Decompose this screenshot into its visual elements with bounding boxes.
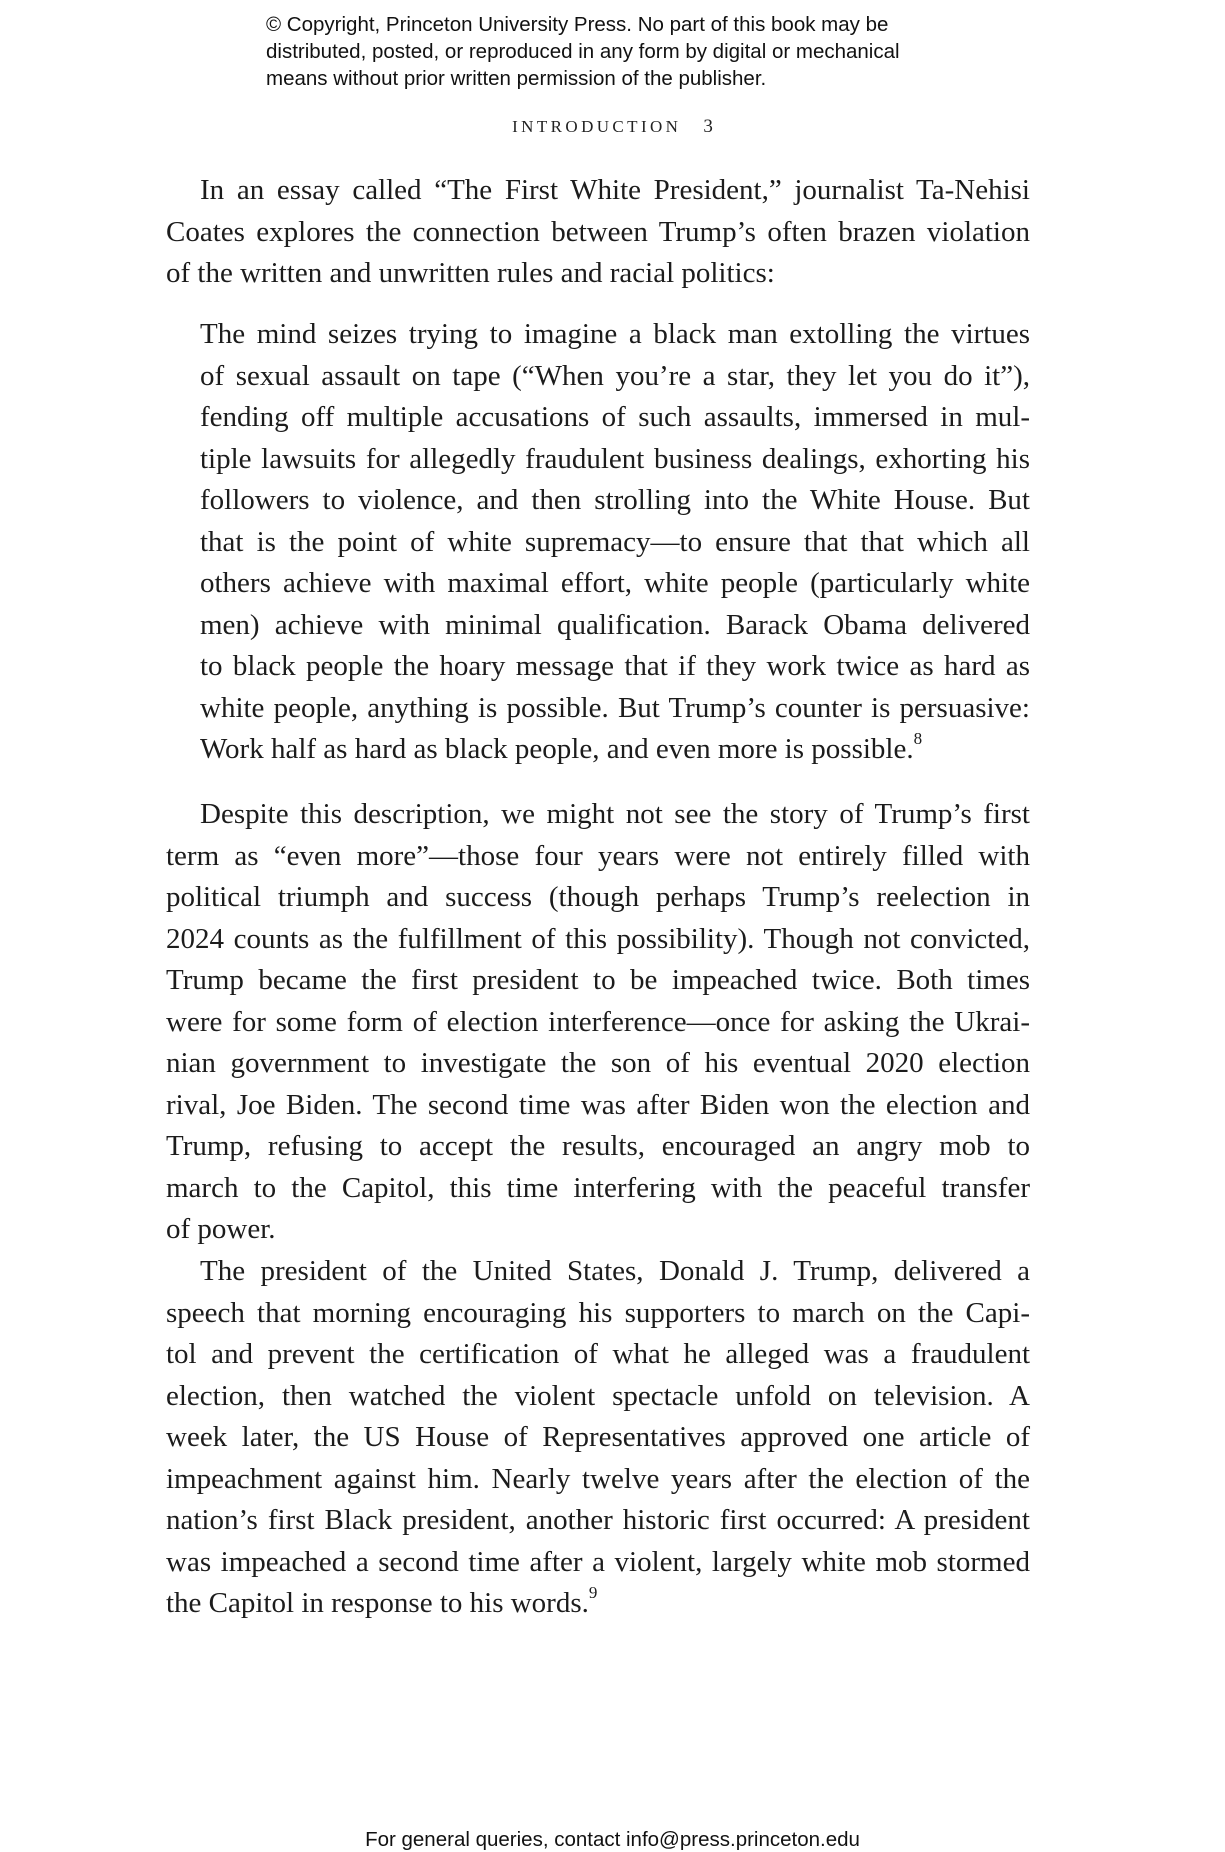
text-line: speech that morning encouraging his supporters to march on the Capi- (166, 1296, 1030, 1329)
text-line: election, then watched the violent spectacle unfold on television. A (166, 1379, 1030, 1412)
quote-line: to black people the hoary message that if they work twice as hard as (200, 650, 1030, 682)
text-line: rival, Joe Biden. The second time was after Biden won the election and (166, 1088, 1030, 1121)
quote-line: white people, anything is possible. But Trump’s counter is persuasive: (200, 691, 1030, 724)
text-line: was impeached a second time after a violent, largely white mob stormed (166, 1545, 1030, 1578)
text-line: political triumph and success (though perhaps Trump’s reelection in (166, 881, 1030, 913)
text-line: of the written and unwritten rules and racial politics: (166, 257, 775, 289)
copyright-line: means without prior written permission of the publisher. (266, 67, 767, 90)
text-line: Despite this description, we might not see the story of Trump’s first (200, 798, 1030, 830)
quote-line: fending off multiple accusations of such assaults, immersed in mul- (200, 401, 1030, 433)
paragraph-3-last-line (166, 1583, 1030, 1625)
footer-contact: For general queries, contact info@press.princeton.edu (365, 1828, 860, 1851)
text-line: In an essay called “The First White President,” journalist Ta-Nehisi (200, 174, 1030, 206)
text-line: tol and prevent the certification of what he alleged was a fraudulent (166, 1338, 1030, 1370)
quote-line: others achieve with maximal effort, white people (particularly white (200, 567, 1030, 599)
paragraph-2 (166, 794, 1030, 1251)
quote-line: The mind seizes trying to imagine a black man extolling the virtues (200, 318, 1030, 350)
running-head-title: INTRODUCTION (512, 117, 682, 136)
quote-last-line (200, 729, 1030, 771)
text-line: Trump, refusing to accept the results, encouraged an angry mob to (166, 1130, 1030, 1162)
block-quote (200, 314, 1030, 771)
text-line: were for some form of election interference—once for asking the Ukrai- (166, 1005, 1030, 1038)
quote-line: followers to violence, and then strolling into the White House. But (200, 484, 1030, 516)
quote-line: that is the point of white supremacy—to ensure that that which all (200, 525, 1030, 558)
paragraph-1 (166, 170, 1030, 295)
footnote-marker[interactable]: 9 (588, 1583, 598, 1602)
text-line: 2024 counts as the fulfillment of this possibility). Though not convicted, (166, 922, 1030, 955)
text-line: Coates explores the connection between Trump’s often brazen violation (166, 215, 1030, 248)
text-line: term as “even more”—those four years were not entirely filled with (166, 839, 1030, 872)
quote-line: men) achieve with minimal qualification. Barack Obama delivered (200, 608, 1030, 641)
copyright-line: © Copyright, Princeton University Press. No part of this book may be (266, 13, 889, 36)
footnote-marker[interactable]: 8 (913, 729, 923, 748)
text-line: the Capitol in response to his words. (166, 1587, 589, 1619)
quote-line: of sexual assault on tape (“When you’re a star, they let you do it”), (200, 359, 1030, 392)
running-head (0, 116, 1225, 138)
text-line: Trump became the first president to be impeached twice. Both times (166, 964, 1030, 996)
copyright-line: distributed, posted, or reproduced in any form by digital or mechanical (266, 40, 900, 63)
text-line: The president of the United States, Donald J. Trump, delivered a (200, 1255, 1030, 1287)
paragraph-3 (166, 1251, 1030, 1625)
quote-line: tiple lawsuits for allegedly fraudulent business dealings, exhorting his (200, 442, 1030, 475)
text-line: week later, the US House of Representatives approved one article of (166, 1421, 1030, 1453)
text-line: nian government to investigate the son of his eventual 2020 election (166, 1047, 1030, 1079)
text-line: march to the Capitol, this time interfering with the peaceful transfer (166, 1171, 1030, 1204)
page-number: 3 (703, 116, 713, 137)
text-line: of power. (166, 1213, 276, 1245)
copyright-notice (266, 11, 1026, 92)
text-line: impeachment against him. Nearly twelve years after the election of the (166, 1462, 1030, 1495)
text-line: nation’s first Black president, another historic first occurred: A president (166, 1504, 1030, 1536)
quote-line: Work half as hard as black people, and even more is possible. (200, 733, 914, 765)
